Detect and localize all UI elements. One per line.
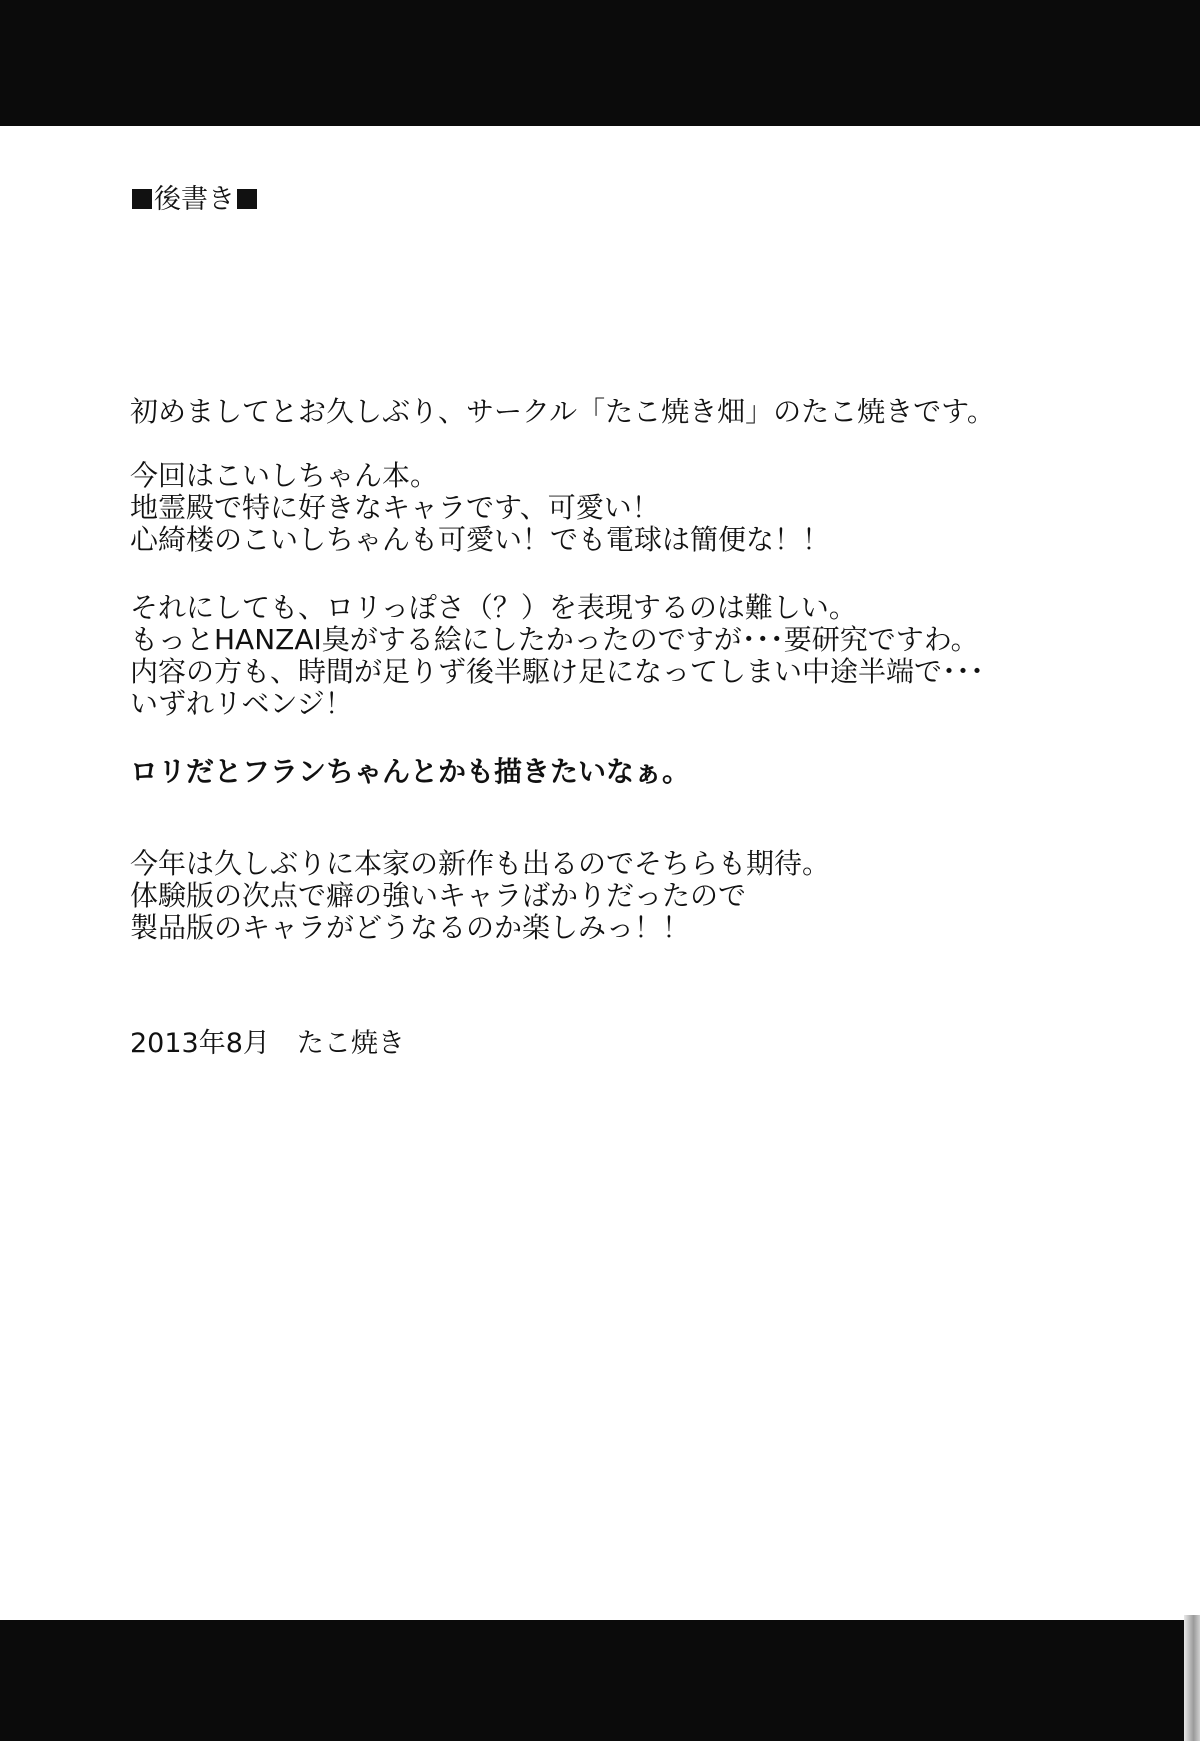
text-line: 初めましてとお久しぶり、サークル「たこ焼き畑」のたこ焼きです。 (130, 395, 995, 428)
text-line: それにしても、ロリっぽさ（？）を表現するのは難しい。 (130, 591, 857, 624)
text-line: 今年は久しぶりに本家の新作も出るのでそちらも期待。 (130, 847, 831, 880)
signature-author: たこ焼き (296, 1028, 405, 1059)
paragraph-greeting (130, 396, 1130, 428)
text-line: いずれリベンジ！ (130, 687, 353, 720)
text-line: 製品版のキャラがどうなるのか楽しみっ！！ (130, 911, 691, 944)
text-line: 体験版の次点で癖の強いキャラばかりだったので (130, 879, 747, 912)
afterword-content (130, 180, 1130, 1060)
page-edge-shadow (1184, 1615, 1200, 1741)
top-black-border (0, 0, 1200, 126)
afterword-heading-text: 後書き (154, 184, 235, 215)
text-line: もっとHANZAI臭がする絵にしたかったのですが･･･要研究ですわ。 (130, 623, 979, 656)
paragraph-koishi (130, 460, 1130, 556)
afterword-heading (130, 180, 1130, 220)
text-line: 地霊殿で特に好きなキャラです、可愛い！ (130, 491, 660, 524)
signature (130, 1028, 1130, 1060)
text-line: ロリだとフランちゃんとかも描きたいなぁ。 (130, 755, 691, 788)
text-line: 内容の方も、時間が足りず後半駆け足になってしまい中途半端で･･･ (130, 655, 985, 688)
square-bullet-icon (237, 189, 257, 209)
paragraph-flan (130, 756, 1130, 788)
square-bullet-icon (132, 189, 152, 209)
text-line: 今回はこいしちゃん本。 (130, 459, 439, 492)
paragraph-difficulty (130, 592, 1130, 720)
text-line: 心綺楼のこいしちゃんも可愛い！でも電球は簡便な！！ (130, 523, 831, 556)
paragraph-new-game (130, 848, 1130, 944)
bottom-black-border (0, 1620, 1200, 1741)
signature-date: 2013年8月 (130, 1028, 270, 1059)
